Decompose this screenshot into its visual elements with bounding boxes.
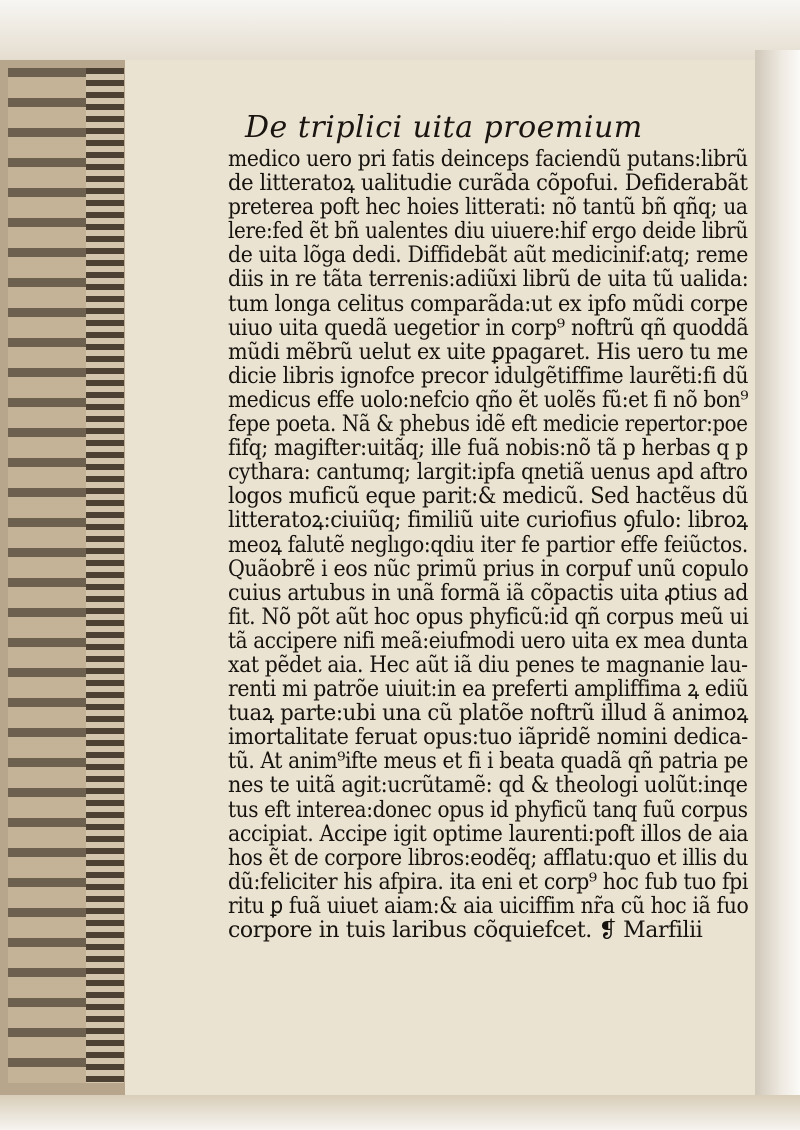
text-line: ritu ꝑ fuã uiuet aiam:& aia uiciffim nr̃a cũ hoc iã fuo	[228, 893, 749, 919]
text-line: Quãobrẽ i eos nũc primũ prius in corpuf unũ copulo	[228, 556, 749, 582]
text-line: preterea poft hec hoies litterati: nõ tantũ bñ qñq; ua	[228, 195, 748, 221]
text-line: dũ:feliciter his afpira. ita eni et corp⁹ hoc fub tuo fpi	[228, 869, 748, 895]
text-line: fepe poeta. Nã & phebus idẽ eft medicie repertor:poe	[228, 412, 748, 438]
text-line: cythara: cantumq; largit:ipfa qnetiã uenus apd aftro	[228, 460, 748, 486]
text-line: meoꝝ falutẽ neglıgo:qdiu iter fe partior effe feiũctos.	[228, 532, 748, 558]
page-top-edge	[0, 0, 800, 60]
text-line: xat pẽdet aia. Hec aũt iã diu penes te magnanie lau-	[228, 652, 748, 678]
text-line: tuaꝝ parte:ubi una cũ platõe noftrũ illud ã animoꝝ	[228, 701, 749, 727]
text-line: logos muficũ eque parit:& medicũ. Sed hactẽus dũ	[228, 484, 749, 510]
text-line: litteratoꝝ:ciuiũq; fimiliũ uite curiofius ꝯfulo: libroꝝ	[228, 508, 748, 534]
body-text	[228, 148, 748, 943]
text-line: de litteratoꝝ ualitudie curãda cõpofui. Defiderabãt	[228, 171, 748, 197]
page-bottom-edge	[0, 1095, 800, 1130]
decorative-border-inner	[86, 68, 124, 1083]
text-line: diis in re tãta terrenis:adiũxi librũ de uita tũ ualida:	[228, 267, 749, 293]
page-right-edge	[755, 50, 800, 1110]
text-line: imortalitate feruat opus:tuo iãpridẽ nomini dedica-	[228, 725, 748, 751]
text-line: tũ. At anim⁹ifte meus et fi i beata quadã qñ patria pe	[228, 749, 748, 775]
text-line: medico uero pri fatis deinceps faciendũ putans:librũ	[228, 147, 748, 172]
text-line: dicie libris ignofce precor idulgẽtiffime laurẽti:fi dũ	[228, 363, 749, 389]
text-line: accipiat. Accipe igit optime laurenti:poft illos de aia	[228, 821, 749, 847]
text-line: fifq; magifter:uitãq; ille fuã nobis:nõ tã p herbas q p	[228, 436, 749, 462]
text-line: de uita lõga dedi. Diffidebãt aũt medicinif:atq; reme	[228, 243, 748, 269]
text-line: tã accipere nifi meã:eiufmodi uero uita ex mea dunta	[228, 628, 748, 654]
text-line: cuius artubus in unã formã iã cõpactis uita ꝓtius ad	[228, 580, 748, 606]
text-line: nes te uitã agit:ucrũtamẽ: qd & theologi uolũt:inqe	[228, 773, 748, 799]
text-line: uiuo uita quedã uegetior in corp⁹ noftrũ qñ quoddã	[228, 315, 749, 341]
text-line: medicus effe uolo:nefcio qño ẽt uolẽs fũ:et fi nõ bon⁹	[228, 387, 749, 413]
text-line: mũdi mẽbrũ uelut ex uite ꝑpagaret. His uero tu me	[228, 339, 748, 365]
text-line: hos ẽt de corpore libros:eodẽq; afflatu:quo et illis du	[228, 845, 749, 871]
text-line: fit. Nõ põt aũt hoc opus phyficũ:id qñ corpus meũ ui	[228, 604, 749, 630]
decorative-border-outer	[8, 68, 86, 1083]
text-line: lere:fed ẽt bñ ualentes diu uiuere:hif ergo deide librũ	[228, 219, 748, 245]
text-line: renti mi patrõe uiuit:in ea preferti ampliffima ꝝ ediũ	[228, 677, 749, 703]
text-line: tum longa celitus comparãda:ut ex ipfo mũdi corpe	[228, 291, 748, 317]
running-header: De triplici uita proemium	[245, 110, 643, 145]
text-line: tus eft interea:donec opus id phyficũ tanq fuũ corpus	[228, 797, 748, 823]
text-line: corpore in tuis laribus cõquiefcet. ❡ Marfilii	[228, 918, 703, 943]
